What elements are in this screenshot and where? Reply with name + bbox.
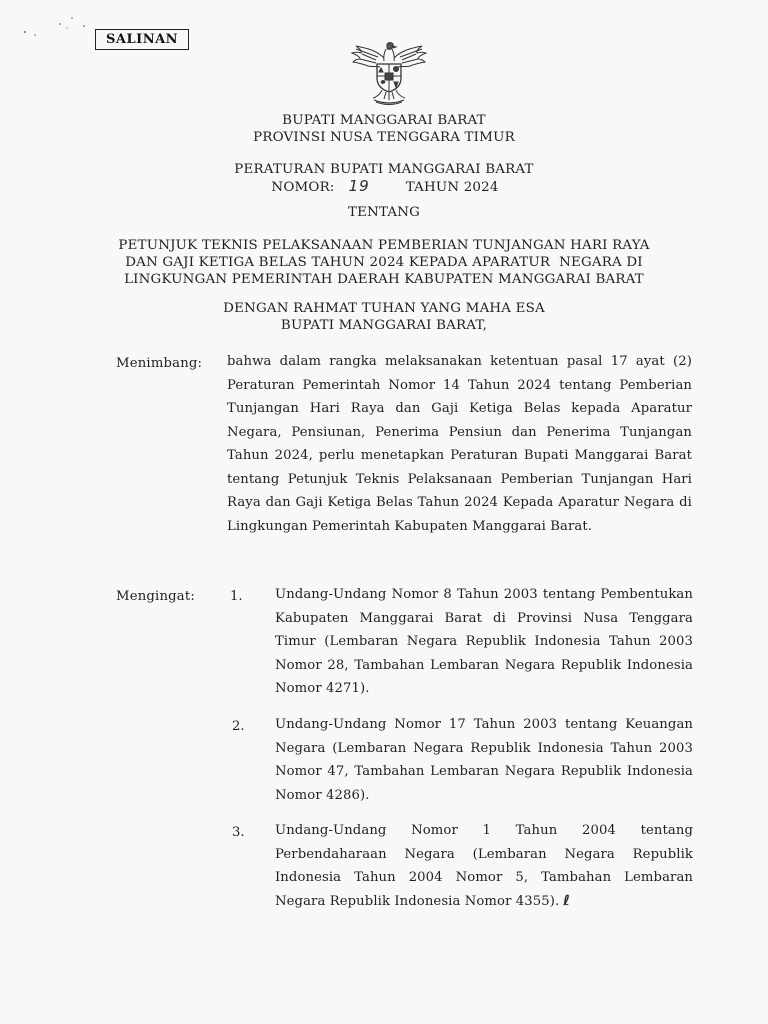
garuda-emblem-icon	[346, 40, 432, 108]
mengingat-item-1-number: 1.	[230, 589, 243, 604]
tentang-heading: TENTANG	[347, 205, 421, 220]
mengingat-item-3-number: 3.	[232, 825, 245, 840]
mengingat-label: Mengingat:	[116, 589, 196, 604]
handwritten-initial: ℓ	[563, 892, 570, 909]
subject-block	[0, 237, 768, 288]
menimbang-label: Menimbang:	[116, 356, 203, 371]
nomor-handwritten-value: 19	[348, 177, 370, 195]
regulation-title: PERATURAN BUPATI MANGGARAI BARAT	[234, 162, 534, 177]
preamble-line-1: DENGAN RAHMAT TUHAN YANG MAHA ESA	[223, 301, 545, 316]
scan-specks	[22, 14, 92, 40]
subject-line-3: LINGKUNGAN PEMERINTAH DAERAH KABUPATEN MANGGARAI BARAT	[124, 272, 644, 287]
regulation-block	[0, 161, 768, 195]
subject-line-2: DAN GAJI KETIGA BELAS TAHUN 2024 KEPADA APARATUR NEGARA DI	[125, 255, 643, 270]
mengingat-item-2-text: Undang-Undang Nomor 17 Tahun 2003 tentang Keuangan Negara (Lembaran Negara Republik Indonesia Tahun 2003 Nomor 47, Tambahan Lembaran Negara Republik Indonesia Nomor 4286).	[275, 717, 693, 803]
header-block	[0, 112, 768, 146]
mengingat-item-3-wrapper	[275, 819, 693, 913]
header-line-1: BUPATI MANGGARAI BARAT	[282, 113, 486, 128]
mengingat-item-3-text: Undang-Undang Nomor 1 Tahun 2004 tentang Perbendaharaan Negara (Lembaran Negara Republik Indonesia Tahun 2004 Nomor 5, Tambahan Lembaran Negara Republik Indonesia Nomor 4355).	[275, 823, 693, 909]
preamble-block	[0, 300, 768, 334]
menimbang-text: bahwa dalam rangka melaksanakan ketentuan pasal 17 ayat (2) Peraturan Pemerintah Nomor 14 Tahun 2024 tentang Pemberian Tunjangan Hari Raya dan Gaji Ketiga Belas kepada Aparatur Negara, Pensiunan, Penerima Pensiun dan Penerima Tunjangan Tahun 2024, perlu menetapkan Peraturan Bupati Manggarai Barat tentang Petunjuk Teknis Pelaksanaan Pemberian Tunjangan Hari Raya dan Gaji Ketiga Belas Tahun 2024 Kepada Aparatur Negara di Lingkungan Pemerintah Kabupaten Manggarai Barat.	[227, 354, 692, 534]
regulation-year: TAHUN 2024	[405, 180, 499, 195]
salinan-stamp: SALINAN	[95, 29, 189, 50]
mengingat-item-1-text: Undang-Undang Nomor 8 Tahun 2003 tentang Pembentukan Kabupaten Manggarai Barat di Provinsi Nusa Tenggara Timur (Lembaran Negara Republik Indonesia Tahun 2003 Nomor 28, Tambahan Lembaran Negara Republik Indonesia Nomor 4271).	[275, 587, 693, 696]
subject-line-1: PETUNJUK TEKNIS PELAKSANAAN PEMBERIAN TUNJANGAN HARI RAYA	[118, 238, 650, 253]
preamble-line-2: BUPATI MANGGARAI BARAT,	[280, 318, 488, 333]
regulation-number-line	[0, 178, 768, 195]
nomor-label: NOMOR:	[271, 180, 335, 195]
header-line-2: PROVINSI NUSA TENGGARA TIMUR	[253, 130, 515, 145]
mengingat-item-2-number: 2.	[232, 719, 245, 734]
